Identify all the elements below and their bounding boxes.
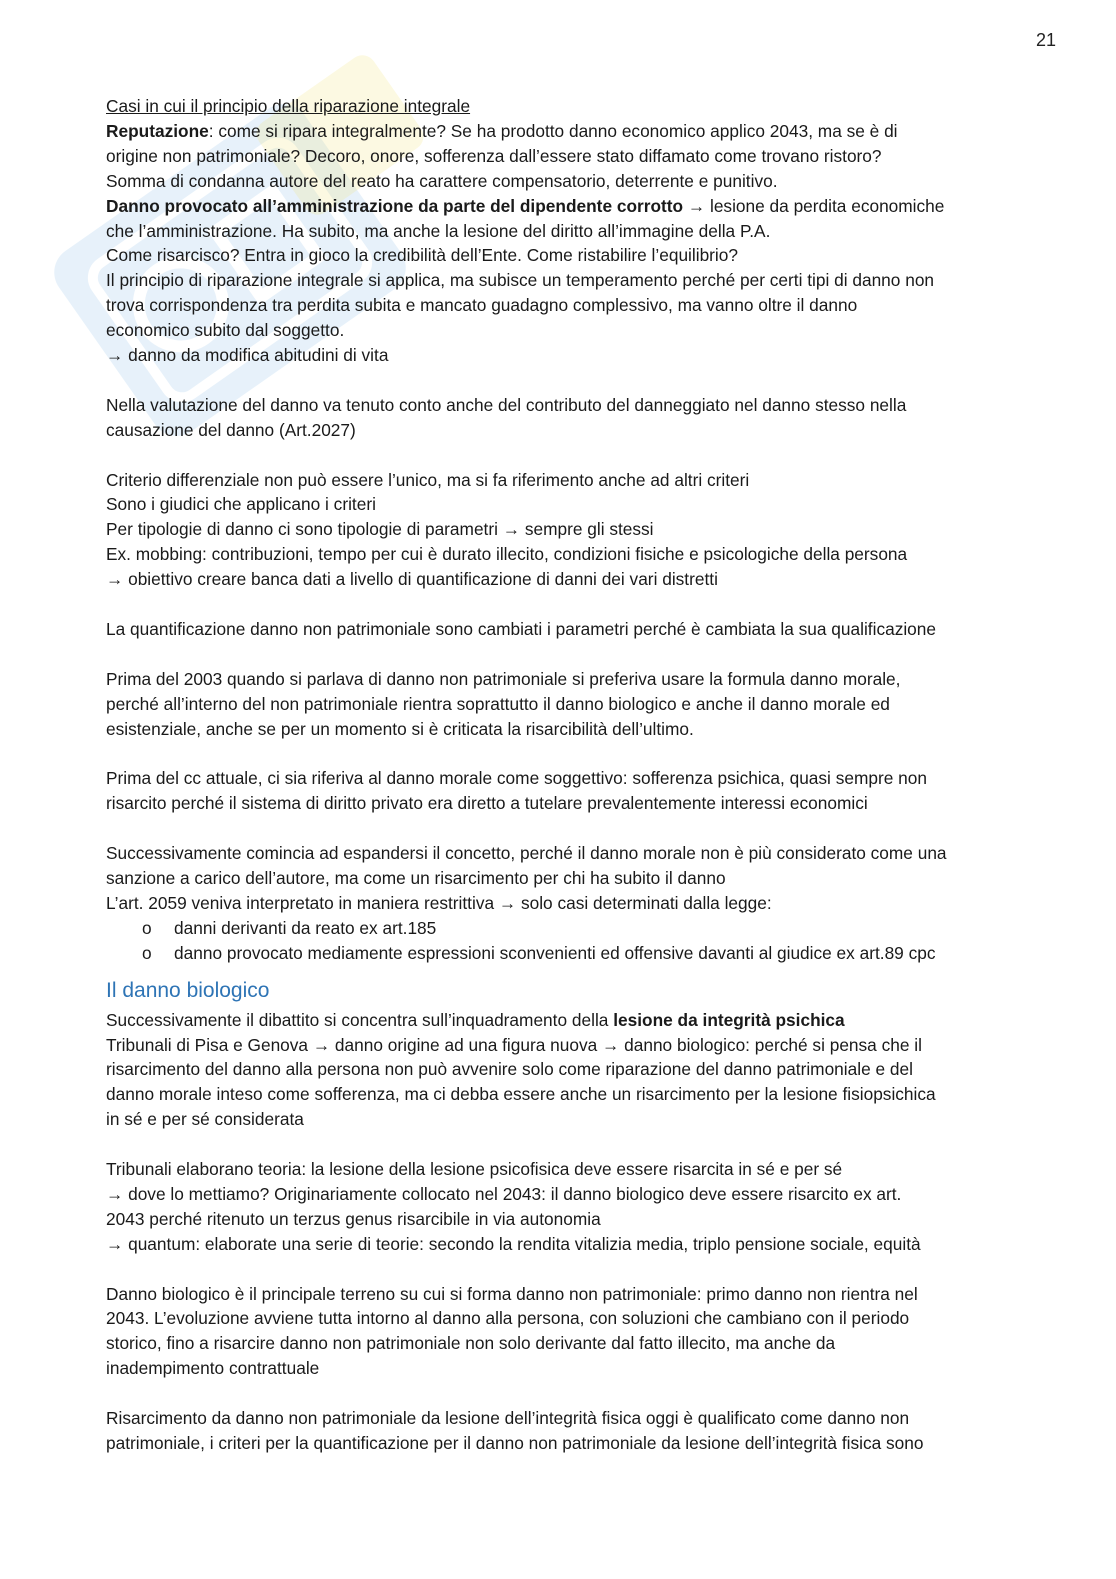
text-line: Sono i giudici che applicano i criteri xyxy=(106,494,376,515)
paragraph-risarcimento xyxy=(106,1406,1026,1456)
paragraph-gap xyxy=(106,742,1026,767)
text-line: danno morale inteso come sofferenza, ma ci debba essere anche un risarcimento per la lesione fisiopsichica xyxy=(106,1084,936,1105)
text-line: perché all’interno del non patrimoniale rientra soprattutto il danno biologico e anche il danno morale ed xyxy=(106,693,890,714)
page-number: 21 xyxy=(1035,30,1056,50)
text-line: Somma di condanna autore del reato ha carattere compensatorio, deterrente e punitivo. xyxy=(106,170,778,191)
text-line: esistenziale, anche se per un momento si è criticata la risarcibilità dell’ultimo. xyxy=(106,718,694,739)
paragraph-prima-2003 xyxy=(106,667,1026,742)
paragraph-tribunali xyxy=(106,1157,1026,1257)
paragraph-gap xyxy=(106,592,1026,617)
list-item-text: danni derivanti da reato ex art.185 xyxy=(174,917,437,938)
bold-term: Reputazione xyxy=(106,120,209,141)
text-line: L’art. 2059 veniva interpretato in maniera restrittiva → solo casi determinati dalla legge: xyxy=(106,892,772,913)
paragraph-gap xyxy=(106,816,1026,841)
paragraph-gap xyxy=(106,1132,1026,1157)
document-body xyxy=(106,94,1026,1456)
text-line: 2043. L’evoluzione avviene tutta intorno al danno alla persona, con soluzioni che cambiano con il periodo xyxy=(106,1308,910,1329)
paragraph-quantificazione xyxy=(106,617,1026,642)
text-line: Risarcimento da danno non patrimoniale da lesione dell’integrità fisica oggi è qualificato come danno non xyxy=(106,1408,910,1429)
text-line: → quantum: elaborate una serie di teorie: secondo la rendita vitalizia media, triplo pensione sociale, equità xyxy=(106,1233,921,1254)
text-line: risarcito perché il sistema di diritto privato era diretto a tutelare prevalentemente interessi economici xyxy=(106,793,868,814)
text-line: Successivamente comincia ad espandersi il concetto, perché il danno morale non è più considerato come una xyxy=(106,843,947,864)
paragraph-gap xyxy=(106,1381,1026,1406)
list-item xyxy=(106,941,1026,966)
section-heading: Il danno biologico xyxy=(106,978,270,1002)
text-line: Danno biologico è il principale terreno su cui si forma danno non patrimoniale: primo danno non rientra nel xyxy=(106,1283,918,1304)
bold-term: lesione da integrità psichica xyxy=(613,1009,845,1030)
text-line: Per tipologie di danno ci sono tipologie di parametri → sempre gli stessi xyxy=(106,519,654,540)
bold-term: Danno provocato all’amministrazione da parte del dipendente corrotto xyxy=(106,195,684,216)
text-line xyxy=(106,194,1026,219)
paragraph-dibattito xyxy=(106,1008,1026,1133)
section-subtitle: Casi in cui il principio della riparazione integrale xyxy=(106,96,471,116)
bullet-marker: o xyxy=(142,917,152,938)
text-line: Nella valutazione del danno va tenuto conto anche del contributo del danneggiato nel danno stesso nella xyxy=(106,394,907,415)
text-line: Tribunali elaborano teoria: la lesione della lesione psicofisica deve essere risarcita in sé e per sé xyxy=(106,1159,843,1180)
text-line: patrimoniale, i criteri per la quantificazione per il danno non patrimoniale da lesione dell’integrità fisica sono xyxy=(106,1432,924,1453)
paragraph-gap xyxy=(106,642,1026,667)
text-line: → danno da modifica abitudini di vita xyxy=(106,345,389,366)
text-line: trova corrispondenza tra perdita subita e mancato guadagno complessivo, ma vanno oltre il danno xyxy=(106,295,858,316)
text-line: Il principio di riparazione integrale si applica, ma subisce un temperamento perché per certi tipi di danno non xyxy=(106,270,935,291)
text-span: Successivamente il dibattito si concentra sull’inquadramento della xyxy=(106,1009,614,1030)
text-line: Tribunali di Pisa e Genova → danno origine ad una figura nuova → danno biologico: perché si pensa che il xyxy=(106,1034,922,1055)
text-line: → dove lo mettiamo? Originariamente collocato nel 2043: il danno biologico deve essere risarcito ex art. xyxy=(106,1183,902,1204)
text-line: Criterio differenziale non può essere l’unico, ma si fa riferimento anche ad altri criteri xyxy=(106,469,750,490)
paragraph-prima-cc xyxy=(106,766,1026,816)
text-line: storico, fino a risarcire danno non patrimoniale non solo derivante dal fatto illecito, ma anche da xyxy=(106,1333,836,1354)
text-line: Prima del cc attuale, ci sia riferiva al danno morale come soggettivo: sofferenza psichica, quasi sempre non xyxy=(106,768,927,789)
paragraph-successivamente xyxy=(106,841,1026,966)
paragraph-gap xyxy=(106,1257,1026,1282)
paragraph-valutazione xyxy=(106,393,1026,443)
list-item xyxy=(106,916,1026,941)
text-line: origine non patrimoniale? Decoro, onore, sofferenza dall’essere stato diffamato come trovano ristoro? xyxy=(106,145,882,166)
text-line xyxy=(106,119,1026,144)
text-line: in sé e per sé considerata xyxy=(106,1109,304,1130)
list-item-text: danno provocato mediamente espressioni sconvenienti ed offensive davanti al giudice ex art.89 cpc xyxy=(174,942,936,963)
text-line: risarcimento del danno alla persona non può avvenire solo come riparazione del danno patrimoniale e del xyxy=(106,1059,913,1080)
text-line xyxy=(106,1008,1026,1033)
text-line: economico subito dal soggetto. xyxy=(106,320,345,341)
text-line: La quantificazione danno non patrimoniale sono cambiati i parametri perché è cambiata la sua qualificazione xyxy=(106,618,937,639)
text-line: Prima del 2003 quando si parlava di danno non patrimoniale si preferiva usare la formula danno morale, xyxy=(106,668,901,689)
paragraph-gap xyxy=(106,443,1026,468)
paragraph-gap xyxy=(106,368,1026,393)
text-line: sanzione a carico dell’autore, ma come un risarcimento per chi ha subito il danno xyxy=(106,868,726,888)
text-line: Ex. mobbing: contribuzioni, tempo per cui è durato illecito, condizioni fisiche e psicologiche della persona xyxy=(106,544,908,565)
text-line: che l’amministrazione. Ha subito, ma anche la lesione del diritto all’immagine della P.A. xyxy=(106,220,771,241)
paragraph-criterio xyxy=(106,468,1026,593)
text-span: : come si ripara integralmente? Se ha prodotto danno economico applico 2043, ma se è di xyxy=(208,120,898,141)
text-line: → obiettivo creare banca dati a livello di quantificazione di danni dei vari distretti xyxy=(106,569,718,590)
text-line: causazione del danno (Art.2027) xyxy=(106,419,356,440)
paragraph-danno-biologico xyxy=(106,1282,1026,1382)
bullet-marker: o xyxy=(142,942,152,963)
text-line: Come risarcisco? Entra in gioco la credibilità dell’Ente. Come ristabilire l’equilibrio? xyxy=(106,245,738,266)
paragraph-riparazione xyxy=(106,94,1026,368)
text-span: → lesione da perdita economiche xyxy=(683,195,945,216)
text-line: inadempimento contrattuale xyxy=(106,1358,320,1379)
text-line: 2043 perché ritenuto un terzus genus risarcibile in via autonomia xyxy=(106,1208,601,1229)
